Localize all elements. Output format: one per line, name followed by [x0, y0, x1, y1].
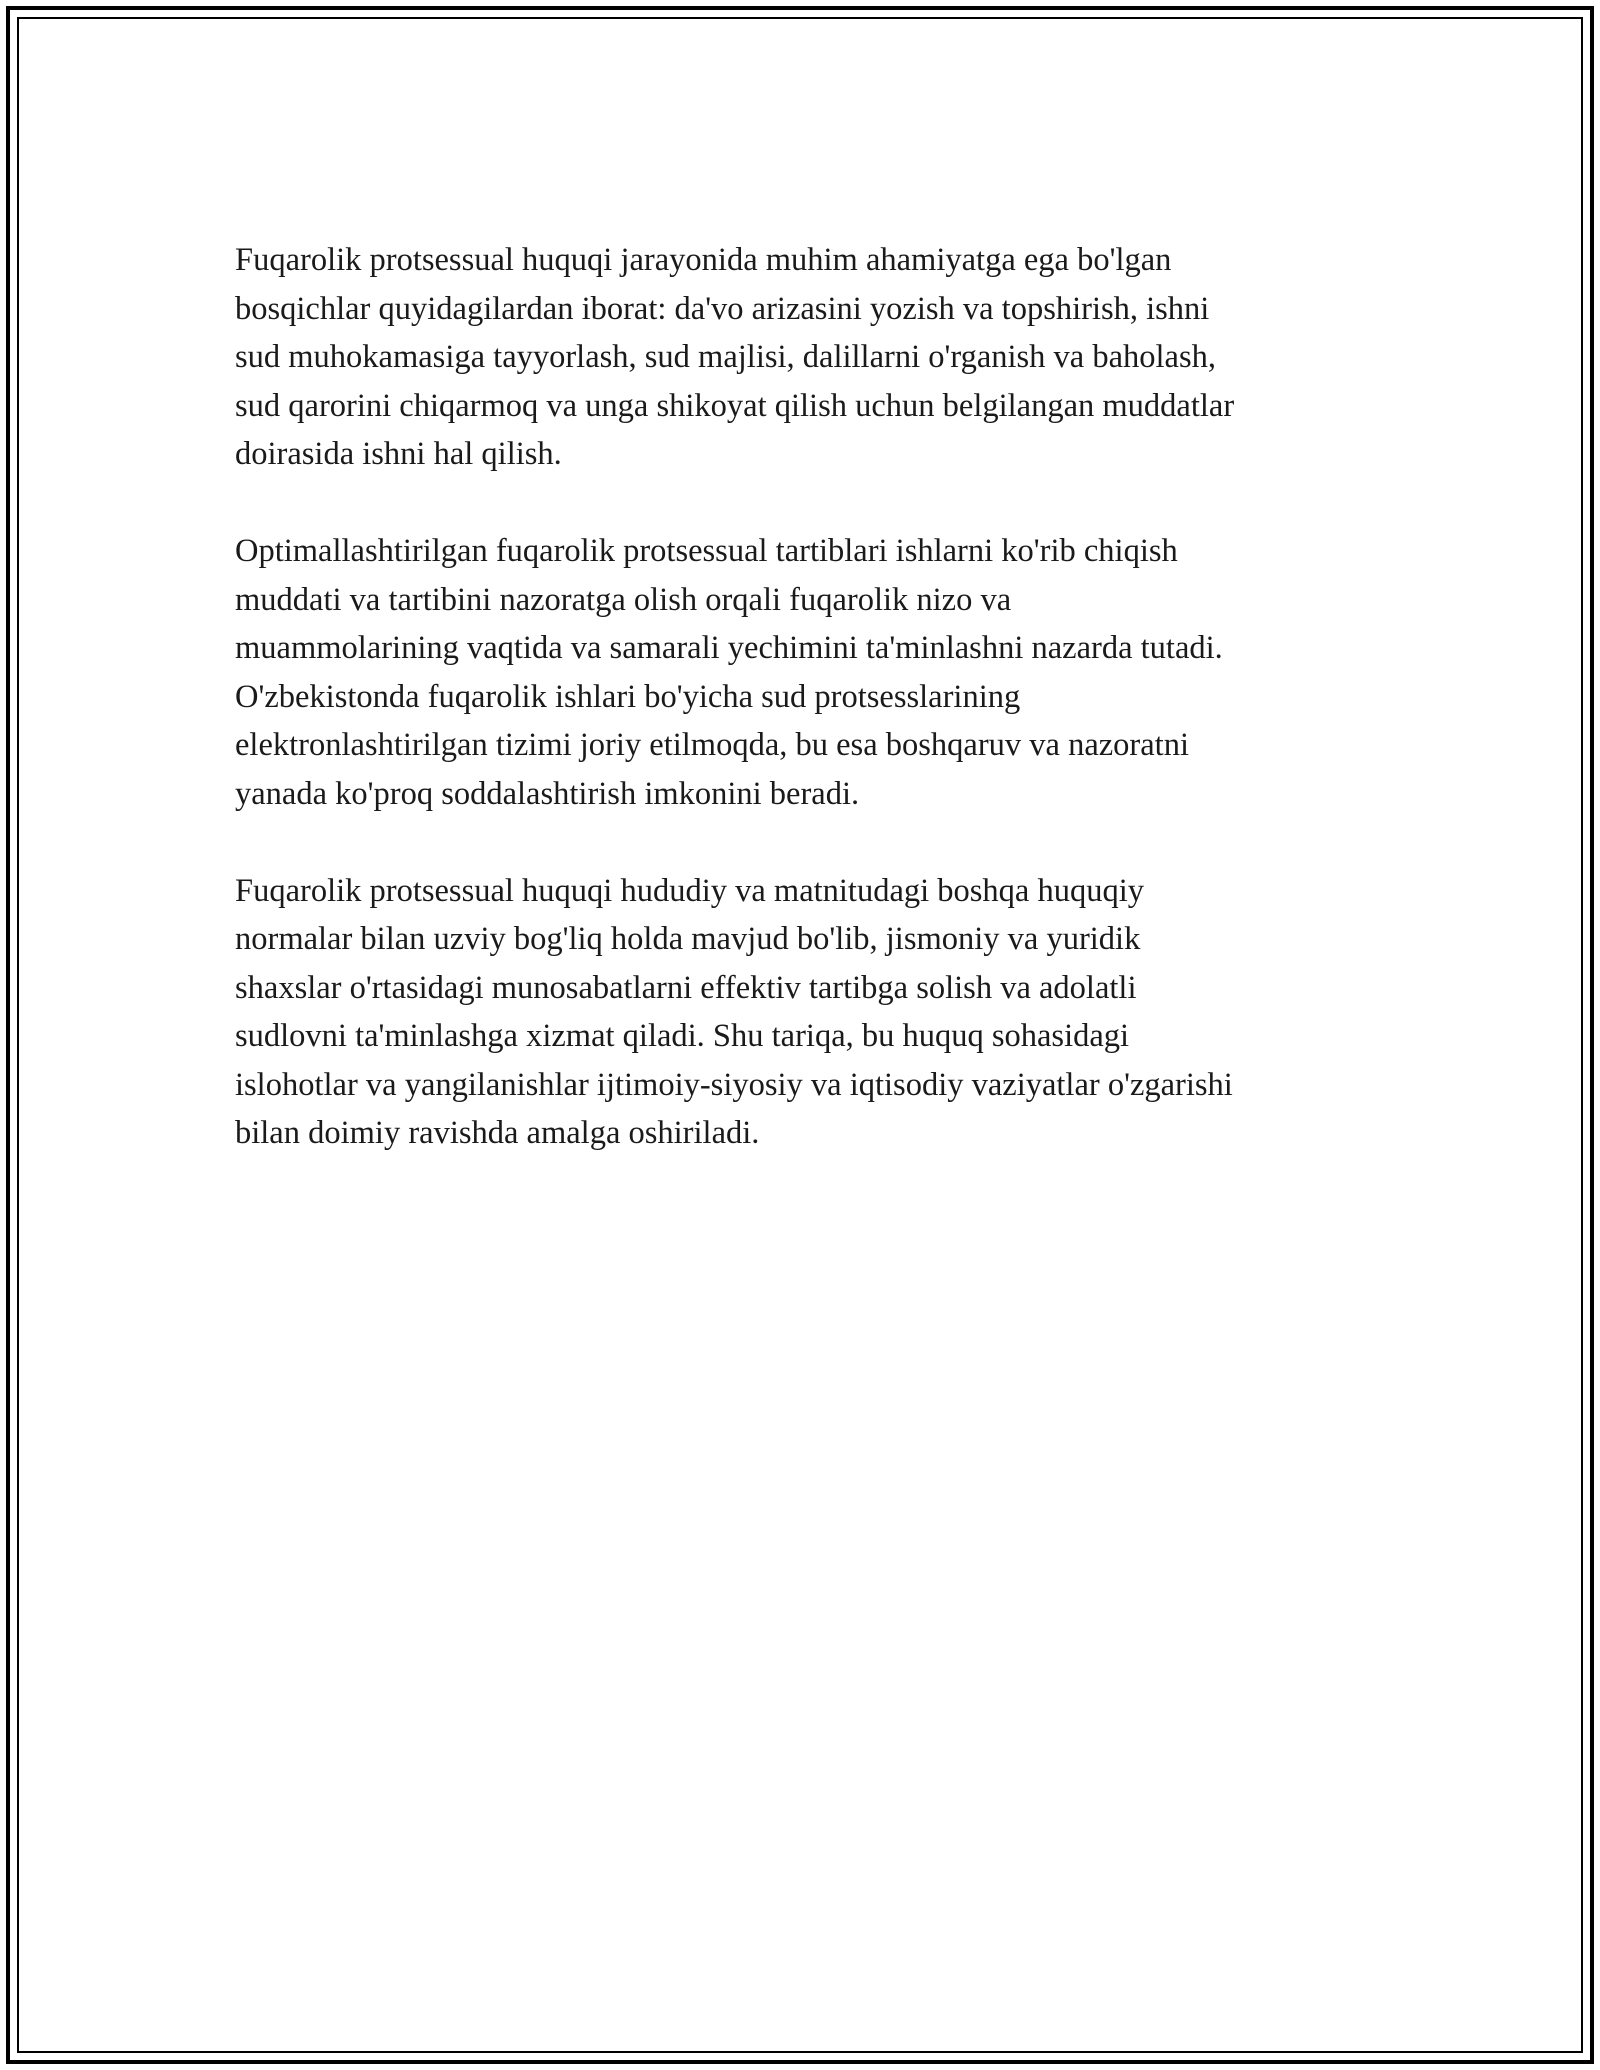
text-line: yanada ko'proq soddalashtirish imkonini beradi. — [235, 775, 860, 812]
text-line: sud muhokamasiga tayyorlash, sud majlisi, dalillarni o'rganish va baholash, — [235, 339, 1216, 375]
text-line: Fuqarolik protsessual huquqi jarayonida muhim ahamiyatga ega bo'lgan — [235, 242, 1172, 278]
paragraph-3 — [235, 867, 1375, 1158]
text-line: Fuqarolik protsessual huquqi hududiy va matnitudagi boshqa huquqiy — [235, 872, 1145, 909]
text-line: muddati va tartibini nazoratga olish orqali fuqarolik nizo va — [235, 581, 1012, 618]
text-line: Optimallashtirilgan fuqarolik protsessual tartiblari ishlarni ko'rib chiqish — [235, 533, 1178, 569]
document-body — [235, 236, 1375, 1206]
text-line: islohotlar va yangilanishlar ijtimoiy-siyosiy va iqtisodiy vaziyatlar o'zgarishi — [235, 1066, 1233, 1103]
text-line: sud qarorini chiqarmoq va unga shikoyat qilish uchun belgilangan muddatlar — [235, 387, 1235, 424]
text-line: doirasida ishni hal qilish. — [235, 436, 562, 472]
text-line: elektronlashtirilgan tizimi joriy etilmoqda, bu esa boshqaruv va nazoratni — [235, 727, 1189, 763]
text-line: O'zbekistonda fuqarolik ishlari bo'yicha sud protsesslarining — [235, 678, 1021, 715]
text-line: bilan doimiy ravishda amalga oshiriladi. — [235, 1115, 760, 1151]
paragraph-2 — [235, 527, 1375, 818]
text-line: shaxslar o'rtasidagi munosabatlarni effektiv tartibga solish va adolatli — [235, 969, 1137, 1006]
text-line: normalar bilan uzviy bog'liq holda mavjud bo'lib, jismoniy va yuridik — [235, 921, 1141, 957]
paragraph-1 — [235, 236, 1375, 479]
text-line: sudlovni ta'minlashga xizmat qiladi. Shu tariqa, bu huquq sohasidagi — [235, 1018, 1130, 1054]
text-line: bosqichlar quyidagilardan iborat: da'vo arizasini yozish va topshirish, ishni — [235, 290, 1210, 327]
text-line: muammolarining vaqtida va samarali yechimini ta'minlashni nazarda tutadi. — [235, 630, 1223, 666]
